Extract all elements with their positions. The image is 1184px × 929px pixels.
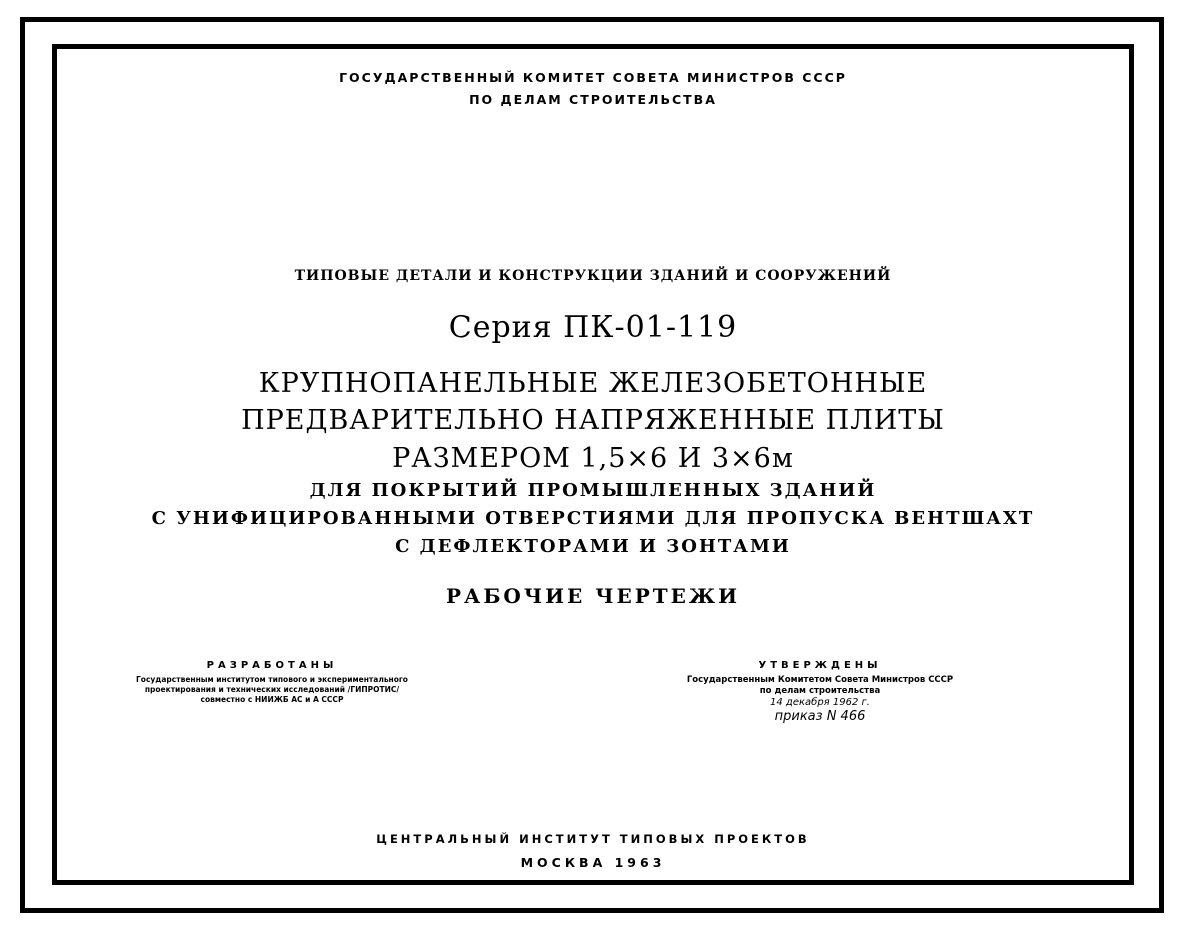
publisher-institute: ЦЕНТРАЛЬНЫЙ ИНСТИТУТ ТИПОВЫХ ПРОЕКТОВ xyxy=(376,832,810,846)
title-line-2: ПРЕДВАРИТЕЛЬНО НАПРЯЖЕННЫЕ ПЛИТЫ xyxy=(241,405,945,436)
approved-by-block xyxy=(620,660,1020,725)
approved-line-1: Государственным Комитетом Совета Министров СССР xyxy=(686,675,954,685)
document-type: РАБОЧИЕ ЧЕРТЕЖИ xyxy=(445,584,740,608)
developed-heading: РАЗРАБОТАНЫ xyxy=(206,660,338,671)
developed-line-1: Государственным институтом типового и экспериментального xyxy=(136,675,408,684)
subtitle-line-3: С ДЕФЛЕКТОРАМИ И ЗОНТАМИ xyxy=(395,536,791,557)
approved-line-2: по делам строительства xyxy=(759,686,881,696)
approval-date: 14 декабря 1962 г. xyxy=(770,697,870,708)
developed-by-block xyxy=(122,660,422,705)
ministry-name: ГОСУДАРСТВЕННЫЙ КОМИТЕТ СОВЕТА МИНИСТРОВ СССР xyxy=(339,70,847,85)
title-line-1: КРУПНОПАНЕЛЬНЫЕ ЖЕЛЕЗОБЕТОННЫЕ xyxy=(258,368,928,399)
subtitle-line-2: С УНИФИЦИРОВАННЫМИ ОТВЕРСТИЯМИ ДЛЯ ПРОПУСКА ВЕНТШАХТ xyxy=(151,508,1035,529)
approved-heading: УТВЕРЖДЕНЫ xyxy=(758,660,882,671)
developed-line-3: совместно с НИИЖБ АС и А СССР xyxy=(200,695,344,704)
title-line-3: РАЗМЕРОМ 1,5×6 И 3×6м xyxy=(392,443,794,474)
subtitle-line-1: ДЛЯ ПОКРЫТИЙ ПРОМЫШЛЕННЫХ ЗДАНИЙ xyxy=(309,480,877,501)
developed-line-2: проектирования и технических исследований /ГИПРОТИС/ xyxy=(144,685,400,694)
series-number: Серия ПК-01-119 xyxy=(448,310,738,345)
document-category: ТИПОВЫЕ ДЕТАЛИ И КОНСТРУКЦИИ ЗДАНИЙ И СООРУЖЕНИЙ xyxy=(294,268,892,284)
ministry-department: ПО ДЕЛАМ СТРОИТЕЛЬСТВА xyxy=(469,92,717,107)
approval-order: приказ N 466 xyxy=(774,709,866,724)
publication-city-year: МОСКВА 1963 xyxy=(520,855,666,870)
